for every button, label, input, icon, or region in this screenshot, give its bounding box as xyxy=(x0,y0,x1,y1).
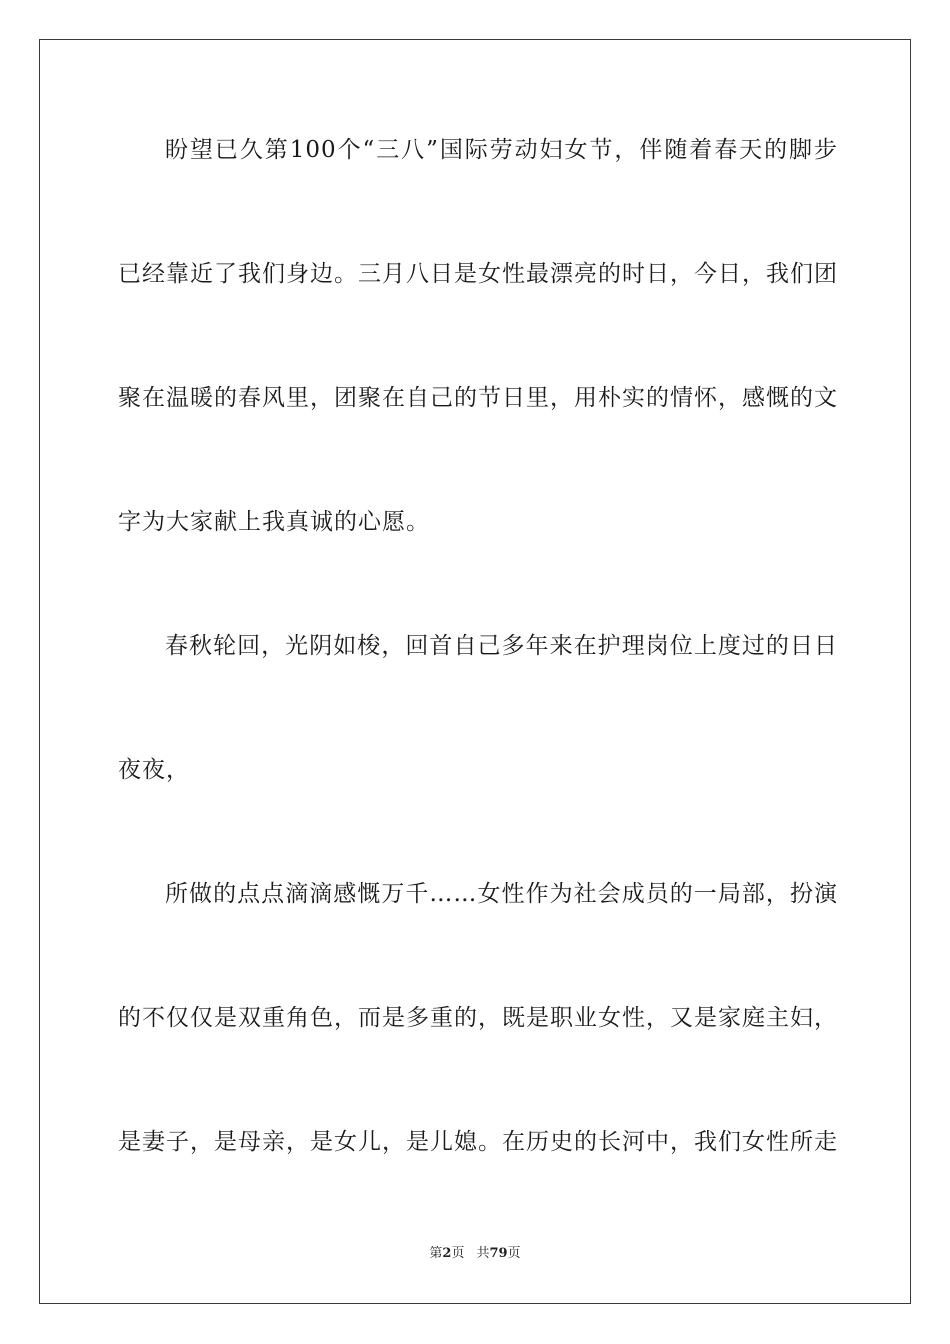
paragraph-3-line-1: 所做的点点滴滴感慨万千……女性作为社会成员的一局部，扮演 xyxy=(165,881,838,907)
paragraph-1-line-2: 已经靠近了我们身边。三月八日是女性最漂亮的时日，今日，我们团 xyxy=(118,261,838,287)
page-prefix: 第 xyxy=(429,1246,443,1261)
paragraph-2-line-1: 春秋轮回，光阴如梭，回首自己多年来在护理岗位上度过的日日 xyxy=(165,633,838,659)
page-frame xyxy=(39,39,911,1304)
total-suffix: 页 xyxy=(507,1246,521,1261)
page-suffix: 页 xyxy=(451,1246,465,1261)
paragraph-1-line-4: 字为大家献上我真诚的心愿。 xyxy=(118,509,430,535)
total-prefix: 共 xyxy=(476,1246,490,1261)
paragraph-1-line-3: 聚在温暖的春风里，团聚在自己的节日里，用朴实的情怀，感慨的文 xyxy=(118,385,838,411)
page-number: 2 xyxy=(442,1246,452,1261)
total-pages: 79 xyxy=(489,1246,508,1261)
page-footer xyxy=(0,1246,950,1262)
paragraph-1-line-1: 盼望已久第100个“三八”国际劳动妇女节，伴随着春天的脚步 xyxy=(165,137,838,163)
paragraph-3-line-3: 是妻子，是母亲，是女儿，是儿媳。在历史的长河中，我们女性所走 xyxy=(118,1129,838,1155)
paragraph-3-line-2: 的不仅仅是双重角色，而是多重的，既是职业女性，又是家庭主妇， xyxy=(118,1005,838,1031)
paragraph-2-line-2: 夜夜， xyxy=(118,757,190,783)
